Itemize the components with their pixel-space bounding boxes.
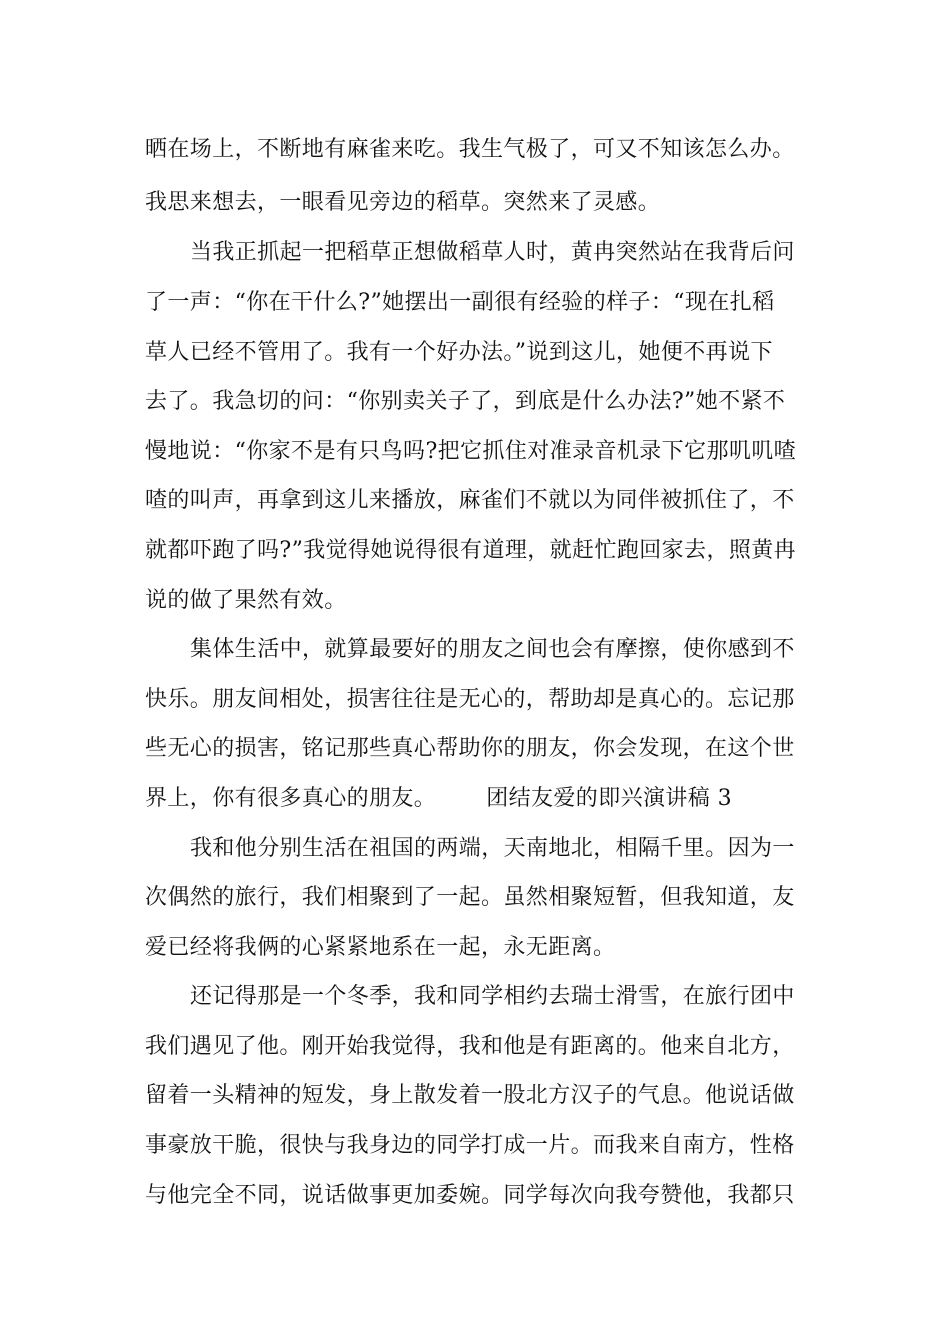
text-line: 草人已经不管用了。我有一个好办法。”说到这儿，她便不再说下 bbox=[145, 340, 773, 365]
text-line: 事豪放干脆，很快与我身边的同学打成一片。而我来自南方，性格 bbox=[145, 1133, 795, 1158]
text-line: 爱已经将我俩的心紧紧地系在一起，永无距离。 bbox=[145, 935, 616, 960]
text-line: 次偶然的旅行，我们相聚到了一起。虽然相聚短暂，但我知道，友 bbox=[145, 885, 795, 910]
text-line: 慢地说：“你家不是有只鸟吗?把它抓住对准录音机录下它那叽叽喳 bbox=[145, 439, 797, 464]
text-line: 我思来想去，一眼看见旁边的稻草。突然来了灵感。 bbox=[145, 190, 661, 215]
text-line: 喳的叫声，再拿到这儿来播放，麻雀们不就以为同伴被抓住了，不 bbox=[145, 488, 795, 513]
text-line: 了一声：“你在干什么?”她摆出一副很有经验的样子：“现在扎稻 bbox=[145, 290, 775, 315]
paragraph-first-line: 还记得那是一个冬季，我和同学相约去瑞士滑雪，在旅行团中 bbox=[190, 984, 795, 1009]
paragraph-first-line: 当我正抓起一把稻草正想做稻草人时，黄冉突然站在我背后问 bbox=[190, 240, 795, 265]
text-line: 与他完全不同，说话做事更加委婉。同学每次向我夸赞他，我都只 bbox=[145, 1183, 795, 1208]
text-line: 就都吓跑了吗?”我觉得她说得很有道理，就赶忙跑回家去，照黄冉 bbox=[145, 538, 797, 563]
paragraph-first-line: 我和他分别生活在祖国的两端，天南地北，相隔千里。因为一 bbox=[190, 836, 795, 861]
paragraph-first-line: 集体生活中，就算最要好的朋友之间也会有摩擦，使你感到不 bbox=[190, 637, 795, 662]
text-line: 留着一头精神的短发，身上散发着一股北方汉子的气息。他说话做 bbox=[145, 1083, 795, 1108]
text-line: 说的做了果然有效。 bbox=[145, 588, 347, 613]
text-line: 晒在场上，不断地有麻雀来吃。我生气极了，可又不知该怎么办。 bbox=[145, 137, 795, 162]
text-line: 些无心的损害，铭记那些真心帮助你的朋友，你会发现，在这个世 bbox=[145, 736, 795, 761]
text-line: 快乐。朋友间相处，损害往往是无心的，帮助却是真心的。忘记那 bbox=[145, 687, 795, 712]
section-heading: 团结友爱的即兴演讲稿 3 bbox=[486, 786, 732, 811]
text-line bbox=[145, 776, 815, 822]
text-segment: 界上，你有很多真心的朋友。 bbox=[145, 786, 437, 811]
text-line: 去了。我急切的问：“你别卖关子了，到底是什么办法?”她不紧不 bbox=[145, 389, 786, 414]
text-line: 我们遇见了他。刚开始我觉得，我和他是有距离的。他来自北方， bbox=[145, 1034, 795, 1059]
